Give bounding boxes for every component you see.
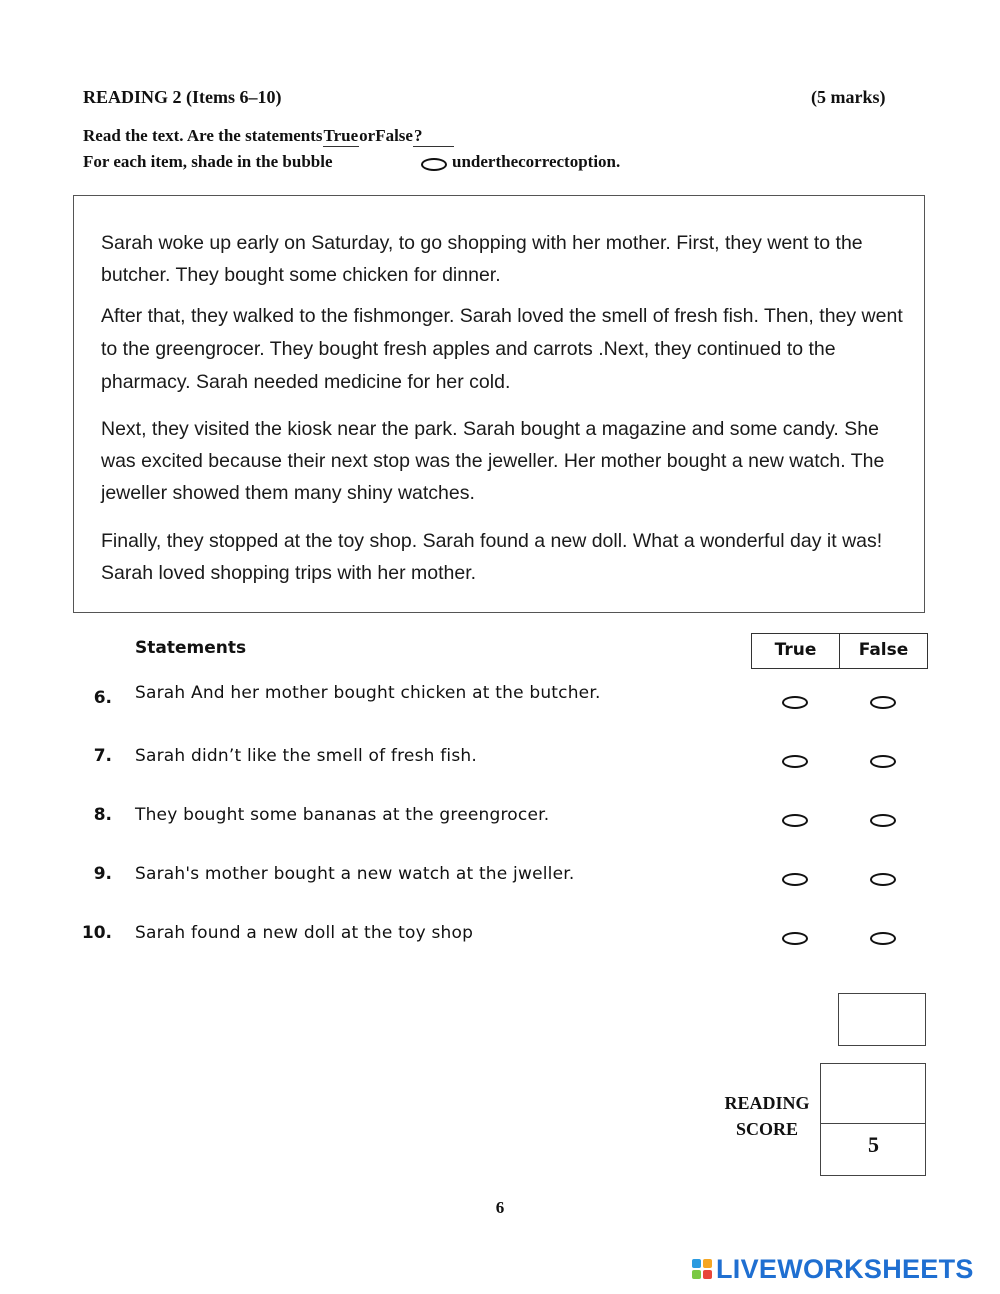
page-number: 6 xyxy=(495,1198,505,1217)
statements-heading: Statements xyxy=(135,638,247,658)
statement-text: Sarah's mother bought a new watch at the jweller. xyxy=(135,864,575,884)
brand-name: LIVEWORKSHEETS xyxy=(716,1253,974,1284)
instruction-prefix: Read the text. Are the statements xyxy=(83,126,323,145)
false-bubble-9[interactable] xyxy=(870,873,896,886)
false-column-header: False xyxy=(839,633,928,669)
item-number: 10. xyxy=(81,923,112,943)
statement-text: They bought some bananas at the greengrocer. xyxy=(135,805,550,825)
reading-score-label-line-1: READING xyxy=(724,1093,810,1113)
false-bubble-8[interactable] xyxy=(870,814,896,827)
true-bubble-10[interactable] xyxy=(782,932,808,945)
reading-score-label xyxy=(712,1090,822,1142)
item-number: 8. xyxy=(93,805,112,825)
false-bubble-6[interactable] xyxy=(870,696,896,709)
instruction-line-2 xyxy=(83,152,333,172)
statement-text: Sarah found a new doll at the toy shop xyxy=(135,923,474,943)
section-marks: (5 marks) xyxy=(811,87,886,107)
answer-input-box[interactable] xyxy=(838,993,926,1046)
liveworksheets-logo xyxy=(692,1252,974,1286)
passage-paragraph-4: Finally, they stopped at the toy shop. Sarah found a new doll. What a wonderful day it was! Sarah loved shopping trips with her mother. xyxy=(101,530,883,584)
passage-paragraph-1: Sarah woke up early on Saturday, to go shopping with her mother. First, they went to the butcher. They bought some chicken for dinner. xyxy=(101,232,863,286)
instruction-bubble-text: For each item, shade in the bubble xyxy=(83,152,333,171)
passage-paragraph-3: Next, they visited the kiosk near the park. Sarah bought a magazine and some candy. She was excited because their next stop was the jeweller. Her mother bought a new watch. The jeweller showed them many shiny watches. xyxy=(101,418,885,504)
item-number: 6. xyxy=(93,688,112,708)
instruction-true: True xyxy=(323,126,359,145)
true-bubble-9[interactable] xyxy=(782,873,808,886)
false-bubble-7[interactable] xyxy=(870,755,896,768)
true-column-header: True xyxy=(751,633,840,669)
item-number: 9. xyxy=(93,864,112,884)
true-bubble-7[interactable] xyxy=(782,755,808,768)
item-number: 7. xyxy=(93,746,112,766)
instruction-question-mark: ? xyxy=(413,126,455,147)
reading-score-label-line-2: SCORE xyxy=(735,1119,798,1139)
statement-text: Sarah didn’t like the smell of fresh fish. xyxy=(135,746,477,766)
instruction-false: False xyxy=(375,126,413,145)
reading-score-input-box[interactable] xyxy=(820,1063,926,1124)
false-bubble-10[interactable] xyxy=(870,932,896,945)
instruction-line-1 xyxy=(83,126,454,147)
statement-text: Sarah And her mother bought chicken at the butcher. xyxy=(135,683,601,703)
true-bubble-6[interactable] xyxy=(782,696,808,709)
passage-paragraph-2: After that, they walked to the fishmonger. Sarah loved the smell of fresh fish. Then, they went to the greengrocer. They bought fresh apples and carrots .Next, they continued to the pharmacy. Sarah needed medicine for her cold. xyxy=(101,305,903,393)
reading-score-total: 5 xyxy=(868,1132,879,1157)
instruction-or: or xyxy=(359,126,376,145)
instruction-option-text: underthecorrectoption. xyxy=(452,152,621,171)
true-bubble-8[interactable] xyxy=(782,814,808,827)
section-title: READING 2 (Items 6–10) xyxy=(83,87,282,107)
logo-grid-icon xyxy=(692,1259,712,1279)
example-bubble-icon xyxy=(421,158,447,171)
